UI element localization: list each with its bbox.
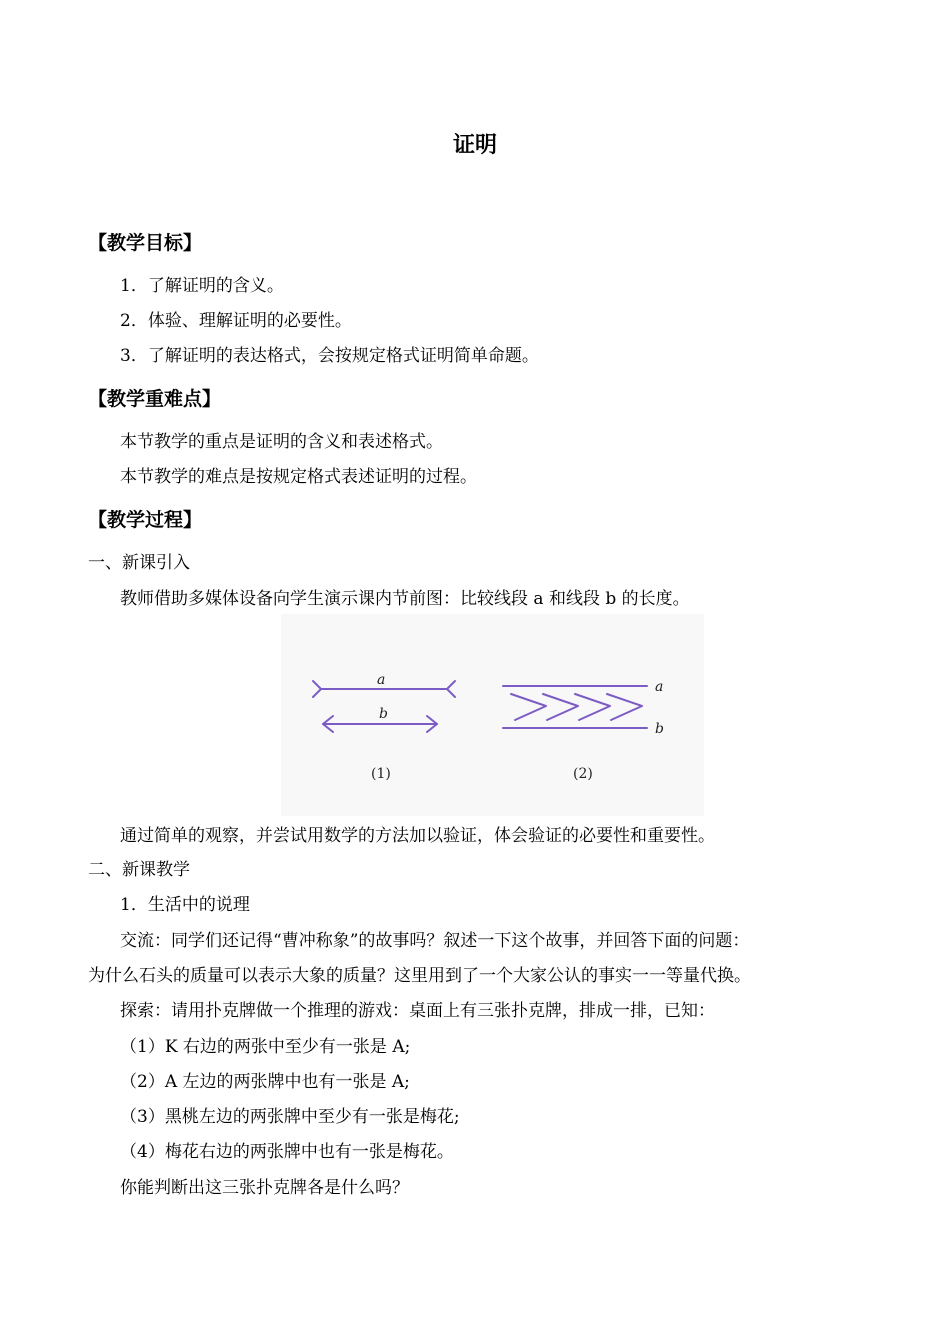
chevron	[511, 694, 546, 720]
caption-fig2: (2)	[573, 766, 593, 782]
part1-title: 一、新课引入	[88, 553, 190, 573]
sub1-title: 1．生活中的说理	[120, 895, 250, 915]
caption-fig1: (1)	[371, 766, 391, 782]
fin-right-a	[447, 681, 455, 697]
part2-title: 二、新课教学	[88, 860, 190, 880]
line-segment-figure	[281, 614, 704, 816]
page-title: 证明	[452, 133, 497, 158]
condition-item: （1）K 右边的两张中至少有一张是 A;	[120, 1037, 411, 1057]
condition-item: （2）A 左边的两张牌中也有一张是 A;	[120, 1072, 410, 1092]
exchange-line-2: 为什么石头的质量可以表示大象的质量？这里用到了一个大家公认的事实一一等量代换。	[88, 966, 751, 986]
condition-item: （4）梅花右边的两张牌中也有一张是梅花。	[120, 1142, 454, 1162]
objective-item: 2．体验、理解证明的必要性。	[120, 311, 352, 331]
label-b-fig2: b	[655, 721, 664, 737]
chevron	[575, 694, 610, 720]
part1-after: 通过简单的观察，并尝试用数学的方法加以验证，体会验证的必要性和重要性。	[120, 826, 715, 846]
fin-left-a	[313, 681, 321, 697]
explore-text: 探索：请用扑克牌做一个推理的游戏：桌面上有三张扑克牌，排成一排，已知：	[120, 1001, 715, 1021]
objective-item: 1．了解证明的含义。	[120, 276, 284, 296]
key-point-item: 本节教学的重点是证明的含义和表述格式。	[120, 432, 443, 452]
label-a-fig1: a	[377, 672, 386, 688]
label-b-fig1: b	[379, 706, 388, 722]
process-heading: 【教学过程】	[88, 509, 203, 531]
chevron	[607, 694, 642, 720]
key-points-heading: 【教学重难点】	[88, 388, 222, 410]
objectives-heading: 【教学目标】	[88, 232, 203, 254]
question-text: 你能判断出这三张扑克牌各是什么吗？	[120, 1178, 409, 1198]
condition-item: （3）黑桃左边的两张牌中至少有一张是梅花;	[120, 1107, 460, 1127]
objective-item: 3．了解证明的表达格式，会按规定格式证明简单命题。	[120, 346, 539, 366]
chevron	[543, 694, 578, 720]
part1-text: 教师借助多媒体设备向学生演示课内节前图：比较线段 a 和线段 b 的长度。	[120, 589, 690, 609]
exchange-line-1: 交流：同学们还记得“曹冲称象”的故事吗？叙述一下这个故事，并回答下面的问题：	[120, 931, 750, 951]
label-a-fig2: a	[655, 679, 664, 695]
key-point-item: 本节教学的难点是按规定格式表述证明的过程。	[120, 467, 477, 487]
